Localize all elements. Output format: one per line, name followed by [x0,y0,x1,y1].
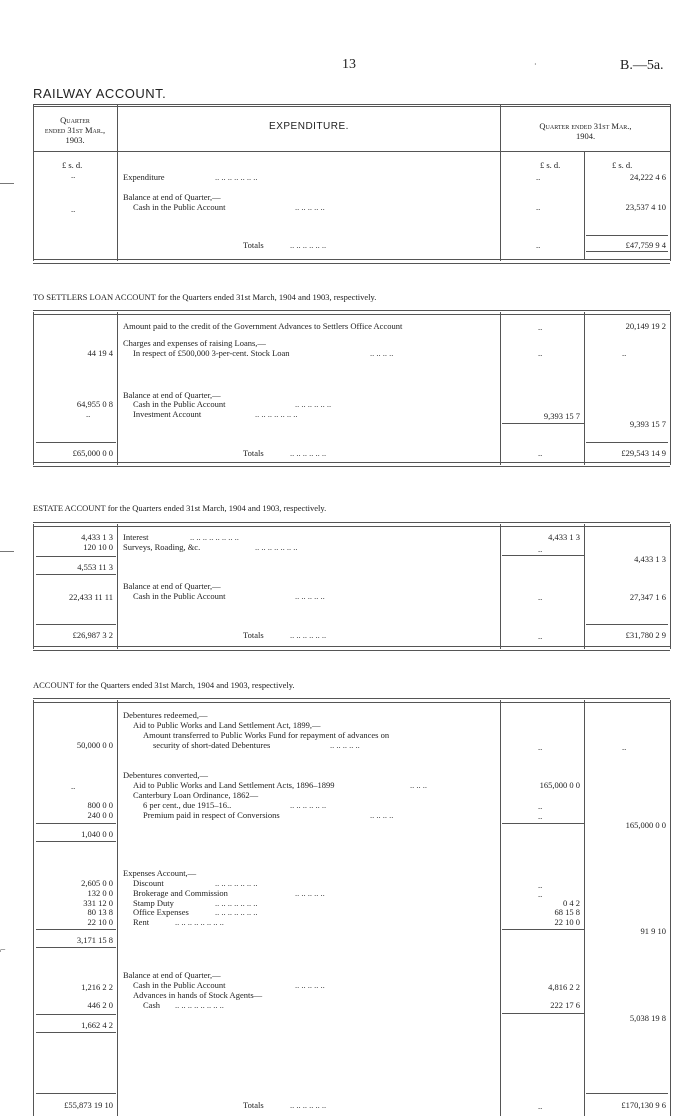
totals-label: Totals [243,1100,264,1110]
page-number: 13 [342,57,356,72]
margin-mark [0,551,14,552]
leader-dots: .. .. .. .. .. [295,888,325,898]
amount-prev: 132 0 0 [87,888,113,898]
amount-mid: 4,816 2 2 [548,982,580,992]
rule [117,312,118,465]
row-label: Stamp Duty [133,898,174,908]
amount-prev: 22 10 0 [87,917,113,927]
total-amount: £29,543 14 9 [621,448,666,458]
rule [502,929,584,930]
row-label: Surveys, Roading, &c. [123,542,201,552]
row-label: Rent [133,917,150,927]
rule [500,700,501,1116]
totals-label: Totals [243,448,264,458]
rule [584,152,585,259]
subtotal-prev: 4,553 11 3 [77,562,113,572]
rule [670,104,671,261]
leader-dots: .. .. .. .. .. [295,591,325,601]
dots: .. [538,322,543,332]
rule [33,310,670,315]
col-head-q1904-1: Quarter ended 31st Mar., [539,121,632,131]
rule [33,462,670,467]
total-amount: £170,130 9 6 [621,1100,666,1110]
amount: 9,393 15 7 [629,419,666,429]
col-head-q1903-1: Quarter [60,115,90,125]
rule [502,823,584,824]
row-label: Interest [123,532,149,542]
rule [33,106,670,107]
rule [33,104,670,105]
leader-dots: .. .. .. .. .. [295,980,325,990]
currency-head: £ s. d. [540,160,561,170]
rule [36,1093,116,1094]
row-label: 6 per cent., due 1915–16.. [143,800,232,810]
row-label: Cash in the Public Account [133,591,226,601]
dots: .. [536,202,541,212]
col-head-expenditure: EXPENDITURE. [269,121,349,132]
dots: .. [71,781,76,791]
leader-dots: .. .. .. .. .. .. .. [215,898,258,908]
rule [502,423,584,424]
row-label: Balance at end of Quarter,— [123,970,221,980]
rule [33,700,34,1116]
leader-dots: .. .. .. .. .. .. .. .. [190,532,239,542]
total-amount: £31,780 2 9 [625,630,666,640]
row-label: Office Expenses [133,907,189,917]
col-head-q1903-2: ended 31st Mar., [44,125,106,135]
rule [586,624,668,625]
railway-title: RAILWAY ACCOUNT. [33,86,167,101]
dots: .. [71,170,76,180]
row-label: Amount paid to the credit of the Government Advances to Settlers Office Account [123,321,403,331]
row-label: Investment Account [133,409,202,419]
margin-mark: ⌐ [0,945,6,956]
row-label: Premium paid in respect of Conversions [143,810,280,820]
dots: .. [538,348,543,358]
rule [502,555,584,556]
dots: .. [538,880,543,890]
amount-mid: 0 4 2 [563,898,580,908]
rule [33,312,34,465]
row-label: Balance at end of Quarter,— [123,192,221,202]
estate-title: ESTATE ACCOUNT for the Quarters ended 31st March, 1904 and 1903, respectively. [33,503,327,513]
amount: 4,433 1 3 [634,554,666,564]
rule [33,646,670,651]
rule [33,522,670,527]
rule [36,442,116,443]
amount-mid: 222 17 6 [550,1000,580,1010]
currency-head: £ s. d. [62,160,83,170]
row-label: Debentures redeemed,— [123,710,208,720]
rule [584,524,585,649]
amount: 5,038 19 8 [629,1013,666,1023]
rule [586,1093,668,1094]
amount-prev: 800 0 0 [87,800,113,810]
amount-prev: 1,216 2 2 [81,982,113,992]
row-label: Canterbury Loan Ordinance, 1862— [133,790,259,800]
dots: .. [538,592,543,602]
subtotal-prev: 1,040 0 0 [81,829,113,839]
leader-dots: .. .. .. .. .. .. .. .. [175,917,224,927]
total-amount: £47,759 9 4 [625,240,666,250]
leader-dots: .. .. .. .. .. .. .. [215,878,258,888]
row-label: security of short-dated Debentures [153,740,271,750]
total-prev: £65,000 0 0 [72,448,113,458]
row-label: Balance at end of Quarter,— [123,390,221,400]
rule [502,1013,584,1014]
amount-prev: 120 10 0 [83,542,113,552]
rule [33,524,34,649]
rule [33,698,670,703]
row-label: Amount transferred to Public Works Fund for repayment of advances on [143,730,390,740]
row-label: Discount [133,878,164,888]
amount-prev: 446 2 0 [87,1000,113,1010]
rule [36,574,116,575]
amount-mid: 22 10 0 [554,917,580,927]
amount-prev: 4,433 1 3 [81,532,113,542]
currency-head: £ s. d. [612,160,633,170]
amount: 91 9 10 [640,926,666,936]
subtotal-prev: 3,171 15 8 [76,935,113,945]
total-prev: £55,873 19 10 [64,1100,113,1110]
settlers-title: TO SETTLERS LOAN ACCOUNT for the Quarters ended 31st March, 1904 and 1903, respectively. [33,292,377,302]
rule [36,841,116,842]
leader-dots: .. .. .. .. .. [330,740,360,750]
leader-dots: .. .. .. .. .. .. .. [215,172,258,182]
dots: .. [622,742,627,752]
amount-prev: 22,433 11 11 [69,592,113,602]
amount-prev: 2,605 0 0 [81,878,113,888]
rule [36,624,116,625]
rule [584,312,585,465]
rule [36,1032,116,1033]
rule [670,700,671,1116]
leader-dots: .. .. .. .. .. .. .. .. [175,1000,224,1010]
amount-prev: 50,000 0 0 [76,740,113,750]
rule [500,524,501,649]
col-head-q1904-2: 1904. [575,131,596,141]
row-label: Charges and expenses of raising Loans,— [123,338,266,348]
leader-dots: .. .. .. .. .. .. [290,800,327,810]
subtotal-prev: 1,662 4 2 [81,1020,113,1030]
amount-prev: 331 12 0 [83,898,113,908]
rule [33,151,670,152]
row-label: Balance at end of Quarter,— [123,581,221,591]
row-label: Cash [143,1000,160,1010]
leader-dots: .. .. .. .. .. .. .. [255,542,298,552]
leader-dots: .. .. .. .. .. .. [290,448,327,458]
row-label: Cash in the Public Account [133,202,226,212]
amount-mid: 4,433 1 3 [548,532,580,542]
amount: 165,000 0 0 [625,820,666,830]
rule [36,1014,116,1015]
totals-label: Totals [243,630,264,640]
leader-dots: .. .. .. .. .. [295,202,325,212]
row-label: Aid to Public Works and Land Settlement Acts, 1896–1899 [133,780,335,790]
rule [36,556,116,557]
row-label: Advances in hands of Stock Agents— [133,990,263,1000]
col-head-q1903-3: 1903. [65,135,85,145]
dots: .. [538,889,543,899]
dots: .. [538,742,543,752]
dots: .. [536,240,541,250]
rule [670,312,671,465]
dots: .. [538,801,543,811]
dots: .. [538,1101,543,1111]
dots: .. [86,409,91,419]
leader-dots: .. .. .. .. .. .. [290,240,327,250]
rule [586,235,668,236]
row-label: Cash in the Public Account [133,980,226,990]
row-label: Aid to Public Works and Land Settlement Act, 1899,— [133,720,321,730]
margin-mark [0,183,14,184]
row-label: In respect of £500,000 3-per-cent. Stock Loan [133,348,290,358]
leader-dots: .. .. .. .. [370,810,394,820]
rule [117,524,118,649]
leader-dots: .. .. .. .. .. .. .. [255,409,298,419]
totals-label: Totals [243,240,264,250]
amount-prev: 240 0 0 [87,810,113,820]
rule [586,251,668,252]
row-label: Cash in the Public Account [133,399,226,409]
dots: .. [622,348,627,358]
leader-dots: .. .. .. [410,780,427,790]
row-label: Brokerage and Commission [133,888,228,898]
rule [36,823,116,824]
rule [36,929,116,930]
row-label: Debentures converted,— [123,770,208,780]
rule [670,524,671,649]
dots: .. [538,631,543,641]
amount: 23,537 4 10 [625,202,666,212]
dots: .. [71,204,76,214]
rule [36,947,116,948]
amount-prev: 44 19 4 [87,348,113,358]
amount: 20,149 19 2 [625,321,666,331]
leader-dots: .. .. .. .. .. .. [290,630,327,640]
rule [33,259,670,264]
leader-dots: .. .. .. .. .. .. [295,399,332,409]
leader-dots: .. .. .. .. [370,348,394,358]
amount-prev: 80 13 8 [87,907,113,917]
row-label: Expenditure [123,172,165,182]
amount-mid: 9,393 15 7 [543,411,580,421]
amount-mid: 68 15 8 [554,907,580,917]
dots: .. [538,544,543,554]
page-reference: B.—5a. [620,58,664,73]
leader-dots: .. .. .. .. .. .. [290,1100,327,1110]
amount-prev: 64,955 0 8 [76,399,113,409]
rule [500,312,501,465]
amount-mid: 165,000 0 0 [539,780,580,790]
rule [586,442,668,443]
total-prev: £26,987 3 2 [72,630,113,640]
dots: .. [538,448,543,458]
amount: 24,222 4 6 [629,172,666,182]
rule [584,700,585,1116]
dots: .. [538,811,543,821]
row-label: Expenses Account,— [123,868,197,878]
account-title: ACCOUNT for the Quarters ended 31st March, 1904 and 1903, respectively. [33,680,295,690]
dots: .. [536,172,541,182]
speck: · [534,60,537,69]
rule [117,700,118,1116]
leader-dots: .. .. .. .. .. .. .. [215,907,258,917]
amount: 27,347 1 6 [629,592,666,602]
